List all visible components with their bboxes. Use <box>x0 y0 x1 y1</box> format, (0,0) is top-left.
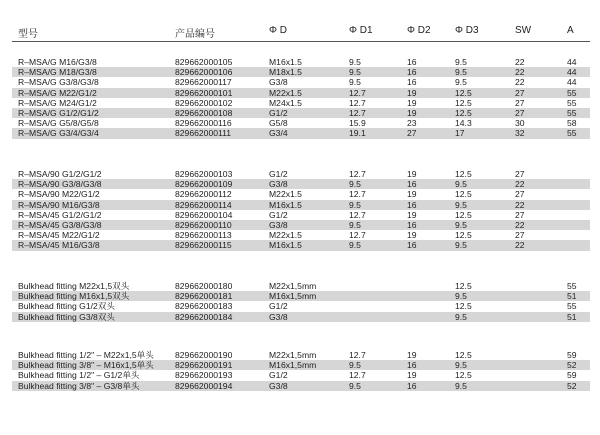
cell-a: 55 <box>567 301 577 312</box>
cell-d3: 9.5 <box>455 219 467 230</box>
cell-d: G3/8 <box>269 311 288 322</box>
cell-d2: 16 <box>407 179 417 190</box>
table-row <box>12 67 590 77</box>
cell-a: 55 <box>567 87 577 98</box>
cell-d1: 12.7 <box>349 209 366 220</box>
row-group <box>12 169 590 251</box>
cell-d1: 12.7 <box>349 230 366 241</box>
cell-code: 829662000102 <box>175 97 233 108</box>
cell-d2: 19 <box>407 97 417 108</box>
cell-model: Bulkhead fitting 1/2" – M22x1,5单头 <box>18 350 154 360</box>
cell-code: 829662000191 <box>175 360 233 371</box>
cell-sw: 22 <box>515 179 525 190</box>
cell-code: 829662000103 <box>175 169 233 179</box>
cell-code: 829662000112 <box>175 189 232 200</box>
cell-d3: 12.5 <box>455 350 472 360</box>
header-d1: Φ D1 <box>349 25 373 36</box>
cell-code: 829662000183 <box>175 301 233 312</box>
cell-code: 829662000109 <box>175 179 233 190</box>
cell-sw: 32 <box>515 128 525 139</box>
cell-model: Bulkhead fitting 3/8" – G3/8单头 <box>18 380 140 391</box>
cell-d1: 9.5 <box>349 179 361 190</box>
cell-sw: 22 <box>515 240 525 251</box>
cell-model: R–MSA/45 M16/G3/8 <box>18 240 100 251</box>
cell-d: M22x1,5mm <box>269 281 317 291</box>
cell-d: M16x1,5mm <box>269 291 317 302</box>
cell-d: M22x1.5 <box>269 230 302 241</box>
cell-code: 829662000108 <box>175 107 233 118</box>
cell-a: 44 <box>567 77 577 88</box>
cell-code: 829662000117 <box>175 77 232 88</box>
cell-d2: 19 <box>407 230 417 241</box>
cell-d1: 19.1 <box>349 128 366 139</box>
cell-d1: 9.5 <box>349 57 361 67</box>
table-row <box>12 381 590 391</box>
header-sw: SW <box>515 25 532 36</box>
cell-d: M18x1.5 <box>269 67 302 78</box>
cell-d3: 12.5 <box>455 370 472 381</box>
cell-a: 59 <box>567 350 577 360</box>
cell-d2: 23 <box>407 118 417 129</box>
cell-d: M16x1.5 <box>269 57 302 67</box>
cell-d3: 12.5 <box>455 169 472 179</box>
cell-d: M16x1.5 <box>269 240 302 251</box>
cell-a: 59 <box>567 370 577 381</box>
cell-d: G3/8 <box>269 380 288 391</box>
cell-model: R–MSA/45 M22/G1/2 <box>18 230 100 241</box>
table-row <box>12 179 590 189</box>
cell-model: Bulkhead fitting M16x1,5双头 <box>18 291 130 302</box>
cell-d1: 9.5 <box>349 380 361 391</box>
table-row <box>12 169 590 179</box>
cell-model: Bulkhead fitting 1/2" – G1/2单头 <box>18 370 140 381</box>
cell-d3: 9.5 <box>455 67 467 78</box>
cell-model: Bulkhead fitting G3/8双头 <box>18 311 115 322</box>
cell-d: G1/2 <box>269 169 288 179</box>
cell-d2: 19 <box>407 189 417 200</box>
cell-sw: 22 <box>515 199 525 210</box>
table-row <box>12 88 590 98</box>
cell-d3: 12.5 <box>455 230 472 241</box>
cell-d2: 16 <box>407 380 417 391</box>
cell-d1: 12.7 <box>349 87 366 98</box>
row-group <box>12 350 590 391</box>
cell-d1: 12.7 <box>349 350 366 360</box>
cell-d3: 9.5 <box>455 199 467 210</box>
cell-d1: 9.5 <box>349 240 361 251</box>
cell-d3: 17 <box>455 128 465 139</box>
header-d: Φ D <box>269 25 287 36</box>
table-row <box>12 210 590 220</box>
cell-d3: 9.5 <box>455 179 467 190</box>
cell-a: 52 <box>567 360 577 371</box>
cell-d2: 27 <box>407 128 417 139</box>
cell-model: Bulkhead fitting G1/2双头 <box>18 301 115 312</box>
cell-d3: 9.5 <box>455 291 467 302</box>
cell-model: R–MSA/90 M16/G3/8 <box>18 199 100 210</box>
header-d2: Φ D2 <box>407 25 431 36</box>
row-group <box>12 57 590 139</box>
cell-code: 829662000110 <box>175 219 232 230</box>
cell-d2: 19 <box>407 209 417 220</box>
cell-d3: 12.5 <box>455 209 472 220</box>
cell-d: M16x1.5 <box>269 199 302 210</box>
cell-d3: 12.5 <box>455 189 472 200</box>
table-row <box>12 118 590 128</box>
cell-d1: 9.5 <box>349 360 361 371</box>
cell-code: 829662000114 <box>175 199 232 210</box>
table-row <box>12 98 590 108</box>
cell-d2: 16 <box>407 219 417 230</box>
cell-d1: 9.5 <box>349 199 361 210</box>
cell-sw: 30 <box>515 118 525 129</box>
cell-d1: 12.7 <box>349 370 366 381</box>
cell-code: 829662000193 <box>175 370 233 381</box>
cell-d2: 19 <box>407 370 417 381</box>
cell-d: M22x1.5 <box>269 189 302 200</box>
cell-model: R–MSA/45 G3/8/G3/8 <box>18 219 102 230</box>
cell-sw: 27 <box>515 189 525 200</box>
cell-model: R–MSA/G G1/2/G1/2 <box>18 107 99 118</box>
cell-d: M16x1,5mm <box>269 360 317 371</box>
cell-d: G3/8 <box>269 219 288 230</box>
table-row <box>12 291 590 301</box>
table-row <box>12 350 590 360</box>
cell-d1: 15.9 <box>349 118 366 129</box>
cell-d: G1/2 <box>269 209 288 220</box>
cell-model: R–MSA/G G5/8/G5/8 <box>18 118 99 129</box>
cell-code: 829662000106 <box>175 67 233 78</box>
cell-code: 829662000181 <box>175 291 233 302</box>
table-row <box>12 220 590 230</box>
cell-sw: 22 <box>515 57 525 67</box>
cell-a: 55 <box>567 97 577 108</box>
cell-d2: 16 <box>407 199 417 210</box>
table-row <box>12 370 590 380</box>
cell-d2: 16 <box>407 77 417 88</box>
cell-d: M22x1.5 <box>269 87 302 98</box>
cell-d: G3/4 <box>269 128 288 139</box>
cell-model: R–MSA/G M18/G3/8 <box>18 67 97 78</box>
cell-a: 51 <box>567 291 577 302</box>
cell-code: 829662000105 <box>175 57 233 67</box>
cell-a: 44 <box>567 67 577 78</box>
cell-sw: 27 <box>515 107 525 118</box>
table-row <box>12 77 590 87</box>
row-group <box>12 281 590 322</box>
cell-sw: 22 <box>515 219 525 230</box>
table-row <box>12 301 590 311</box>
cell-d: M22x1,5mm <box>269 350 317 360</box>
cell-d3: 12.5 <box>455 107 472 118</box>
cell-d1: 12.7 <box>349 189 366 200</box>
table-row <box>12 57 590 67</box>
cell-a: 58 <box>567 118 577 129</box>
table-row <box>12 281 590 291</box>
cell-a: 55 <box>567 128 577 139</box>
header-product-code: 产品编号 <box>175 29 215 40</box>
header-rule <box>12 41 590 42</box>
table-row <box>12 230 590 240</box>
cell-sw: 27 <box>515 209 525 220</box>
cell-d2: 16 <box>407 360 417 371</box>
cell-a: 51 <box>567 311 577 322</box>
cell-d3: 12.5 <box>455 281 472 291</box>
cell-d: G5/8 <box>269 118 288 129</box>
cell-d2: 19 <box>407 87 417 98</box>
cell-d3: 14.3 <box>455 118 472 129</box>
cell-d3: 9.5 <box>455 77 467 88</box>
cell-sw: 27 <box>515 230 525 241</box>
table-row <box>12 240 590 250</box>
cell-d: M24x1.5 <box>269 97 302 108</box>
cell-d3: 9.5 <box>455 380 467 391</box>
table-row <box>12 312 590 322</box>
cell-a: 55 <box>567 107 577 118</box>
cell-model: R–MSA/G M24/G1/2 <box>18 97 97 108</box>
cell-d3: 12.5 <box>455 87 472 98</box>
cell-d1: 12.7 <box>349 169 366 179</box>
table-row <box>12 108 590 118</box>
cell-code: 829662000115 <box>175 240 232 251</box>
cell-model: Bulkhead fitting M22x1,5双头 <box>18 281 130 291</box>
cell-d1: 9.5 <box>349 77 361 88</box>
cell-sw: 27 <box>515 87 525 98</box>
cell-d: G1/2 <box>269 107 288 118</box>
cell-d3: 12.5 <box>455 97 472 108</box>
cell-d: G1/2 <box>269 301 288 312</box>
cell-d3: 9.5 <box>455 240 467 251</box>
cell-sw: 27 <box>515 169 525 179</box>
cell-code: 829662000180 <box>175 281 233 291</box>
cell-d2: 19 <box>407 169 417 179</box>
cell-model: R–MSA/G M22/G1/2 <box>18 87 97 98</box>
cell-model: R–MSA/45 G1/2/G1/2 <box>18 209 102 220</box>
cell-d2: 19 <box>407 107 417 118</box>
cell-d3: 9.5 <box>455 311 467 322</box>
cell-sw: 22 <box>515 77 525 88</box>
cell-code: 829662000101 <box>175 87 233 98</box>
cell-d1: 9.5 <box>349 67 361 78</box>
cell-d3: 12.5 <box>455 301 472 312</box>
cell-d1: 12.7 <box>349 107 366 118</box>
cell-code: 829662000116 <box>175 118 232 129</box>
cell-code: 829662000194 <box>175 380 233 391</box>
cell-d: G1/2 <box>269 370 288 381</box>
cell-sw: 22 <box>515 67 525 78</box>
cell-code: 829662000104 <box>175 209 233 220</box>
cell-model: R–MSA/G M16/G3/8 <box>18 57 97 67</box>
header-d3: Φ D3 <box>455 25 479 36</box>
cell-code: 829662000113 <box>175 230 232 241</box>
cell-model: R–MSA/90 M22/G1/2 <box>18 189 100 200</box>
cell-a: 52 <box>567 380 577 391</box>
header-model: 型号 <box>18 29 38 40</box>
cell-model: R–MSA/90 G1/2/G1/2 <box>18 169 102 179</box>
table-row <box>12 360 590 370</box>
cell-d2: 19 <box>407 350 417 360</box>
cell-code: 829662000111 <box>175 128 232 139</box>
cell-model: R–MSA/90 G3/8/G3/8 <box>18 179 102 190</box>
cell-d3: 9.5 <box>455 360 467 371</box>
cell-d: G3/8 <box>269 77 288 88</box>
cell-d2: 16 <box>407 240 417 251</box>
cell-code: 829662000190 <box>175 350 233 360</box>
table-row <box>12 200 590 210</box>
cell-model: R–MSA/G G3/8/G3/8 <box>18 77 99 88</box>
cell-d: G3/8 <box>269 179 288 190</box>
cell-a: 44 <box>567 57 577 67</box>
cell-model: Bulkhead fitting 3/8" – M16x1,5单头 <box>18 360 154 371</box>
cell-d2: 16 <box>407 57 417 67</box>
table-header <box>12 22 590 40</box>
cell-code: 829662000184 <box>175 311 233 322</box>
cell-model: R–MSA/G G3/4/G3/4 <box>18 128 99 139</box>
table-row <box>12 128 590 138</box>
cell-d1: 12.7 <box>349 97 366 108</box>
cell-d1: 9.5 <box>349 219 361 230</box>
table-row <box>12 189 590 199</box>
cell-d2: 16 <box>407 67 417 78</box>
cell-sw: 27 <box>515 97 525 108</box>
cell-d3: 9.5 <box>455 57 467 67</box>
header-a: A <box>567 25 574 36</box>
cell-a: 55 <box>567 281 577 291</box>
